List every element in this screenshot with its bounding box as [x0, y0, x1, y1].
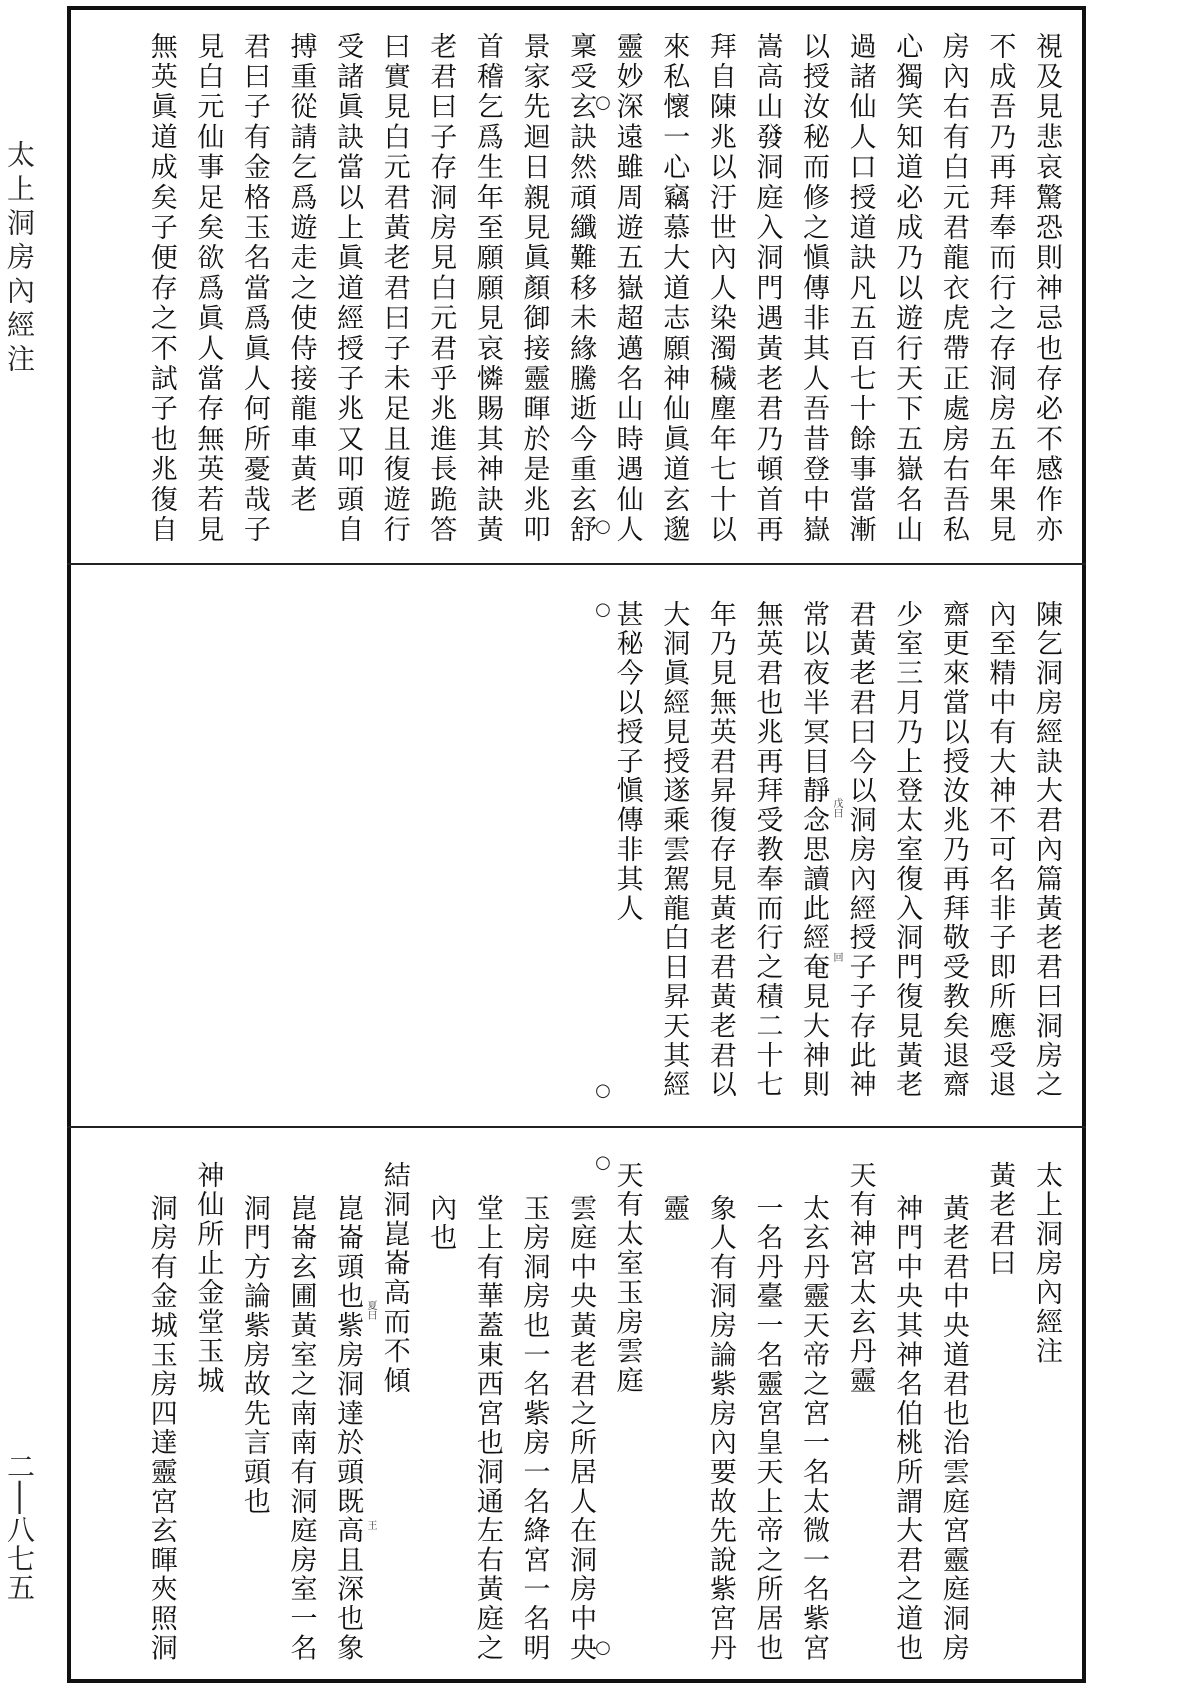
- top-column-7: 嵩高山發洞庭入洞門遇黃老君乃頓首再: [751, 32, 783, 546]
- bottom-column-5: 天有神宮太玄丹靈: [844, 1161, 876, 1396]
- top-column-9: 來私懷一心竊慕大道志願神仙眞道玄邈: [658, 32, 690, 546]
- middle-column-8: 年乃見無英君昇復存見黃老君黃老君以: [704, 600, 736, 1100]
- circle-mark: ○: [595, 92, 611, 113]
- bottom-column-17: 崑崙玄圃黃室之南南有洞庭房室一名: [285, 1194, 317, 1663]
- top-column-20: 無英眞道成矣子便存之不試子也兆復自: [145, 32, 177, 546]
- bottom-column-4: 神門中央其神名伯桃所謂大君之道也: [891, 1194, 923, 1663]
- circle-mark: ○: [595, 1152, 611, 1173]
- top-column-11: 稟受玄訣然頑纖難移未緣騰逝今重玄舒: [565, 32, 597, 546]
- top-column-2: 不成吾乃再拜奉而行之存洞房五年果見: [984, 32, 1016, 546]
- bottom-column-9: 靈: [658, 1194, 690, 1224]
- middle-column-9: 大洞眞經見授遂乘雲駕龍白日昇天其經: [658, 600, 690, 1100]
- small-note: 戊曰: [831, 798, 842, 818]
- section-title: 太上洞房內經注: [1031, 1161, 1062, 1367]
- bottom-column-14: 內也: [425, 1194, 457, 1253]
- bottom-column-12: 玉房洞房也一名紫房一名絳宮一名明: [518, 1194, 550, 1663]
- middle-column-2: 內至精中有大神不可名非子即所應受退: [984, 600, 1016, 1100]
- page-number: 二│八七五: [3, 1452, 36, 1602]
- bottom-column-20: 洞房有金城玉房四達靈宮玄暉夾照洞: [145, 1194, 177, 1663]
- top-column-18: 君曰子有金格玉名當爲眞人何所憂哉子: [238, 32, 270, 546]
- bottom-column-3: 黃老君中央道君也治雲庭宮靈庭洞房: [937, 1194, 969, 1663]
- middle-column-3: 齋更來當以授汝兆乃再拜敬受教矣退齋: [937, 600, 969, 1100]
- top-column-12: 景家先迴日親見眞顏御接靈暉於是兆叩: [518, 32, 550, 546]
- bottom-column-15: 結洞崑崙高而不傾: [378, 1161, 410, 1396]
- top-column-3: 房內右有白元君龍衣虎帶正處房右吾私: [937, 32, 969, 546]
- middle-register: [603, 600, 1069, 1105]
- middle-column-7: 無英君也兆再拜受教奉而行之積二十七: [751, 600, 783, 1100]
- bottom-column-11: 雲庭中央黃老君之所居人在洞房中央: [565, 1194, 597, 1663]
- top-column-15: 曰實見白元君黃老君曰子未足且復遊行: [378, 32, 410, 546]
- register-divider-upper: [67, 563, 1086, 565]
- small-note: 回: [831, 952, 842, 962]
- bottom-column-13: 堂上有華蓋東西宮也洞通左右黃庭之: [471, 1194, 503, 1663]
- middle-column-1: 陳乞洞房經訣大君內篇黃老君曰洞房之: [1031, 600, 1062, 1100]
- book-title-margin: 太上洞房內經注: [3, 140, 36, 378]
- bottom-column-6: 太玄丹靈天帝之宮一名太微一名紫宮: [798, 1194, 830, 1663]
- middle-column-6: 常以夜半冥目靜念思讀此經奄見大神則: [798, 600, 830, 1100]
- bottom-column-18: 洞門方論紫房故先言頭也: [238, 1194, 270, 1517]
- top-column-10: 靈妙深遠雖周遊五嶽超邁名山時遇仙人: [611, 32, 643, 546]
- top-column-8: 拜自陳兆以汙世內人染濁穢塵年七十以: [704, 32, 736, 546]
- top-column-5: 過諸仙人口授道訣凡五百七十餘事當漸: [844, 32, 876, 546]
- small-note: 夏曰: [365, 1300, 376, 1320]
- top-column-1: 視及見悲哀驚恐則神忌也存必不感作亦: [1031, 32, 1062, 546]
- top-column-14: 老君曰子存洞房見白元君乎兆進長跪答: [425, 32, 457, 546]
- bottom-register: [137, 1161, 1069, 1675]
- bottom-column-8: 象人有洞房論紫房內要故先說紫宮丹: [704, 1194, 736, 1663]
- bottom-column-7: 一名丹臺一名靈宮皇天上帝之所居也: [751, 1194, 783, 1663]
- bottom-column-2: 黃老君曰: [984, 1161, 1016, 1279]
- circle-mark: ○: [595, 516, 611, 537]
- middle-column-5: 君黃老君曰今以洞房內經授子子存此神: [844, 600, 876, 1100]
- bottom-column-10: 天有太室玉房雲庭: [611, 1161, 643, 1396]
- top-column-13: 首稽乞爲生年至願願見哀憐賜其神訣黃: [471, 32, 503, 546]
- top-column-19: 見白元仙事足矣欲爲眞人當存無英若見: [192, 32, 224, 546]
- top-column-6: 以授汝秘而修之愼傳非其人吾昔登中嶽: [798, 32, 830, 546]
- bottom-column-19: 神仙所止金堂玉城: [192, 1161, 224, 1396]
- circle-mark: ○: [595, 599, 611, 620]
- circle-mark: ○: [595, 1080, 611, 1101]
- top-column-17: 搏重從請乞爲遊走之使侍接龍車黃老: [285, 32, 317, 516]
- register-divider-lower: [67, 1126, 1086, 1128]
- top-column-4: 心獨笑知道必成乃以遊行天下五嶽名山: [891, 32, 923, 546]
- bottom-column-16: 崑崙頭也紫房洞達於頭既高且深也象: [332, 1194, 364, 1663]
- middle-column-4: 少室三月乃上登太室復入洞門復見黃老: [891, 600, 923, 1100]
- middle-column-10: 甚秘今以授子愼傳非其人: [611, 600, 643, 924]
- circle-mark: ○: [595, 1637, 611, 1658]
- top-column-16: 受諸眞訣當以上眞道經授子兆又叩頭自: [332, 32, 364, 546]
- small-note: 王: [365, 1520, 376, 1530]
